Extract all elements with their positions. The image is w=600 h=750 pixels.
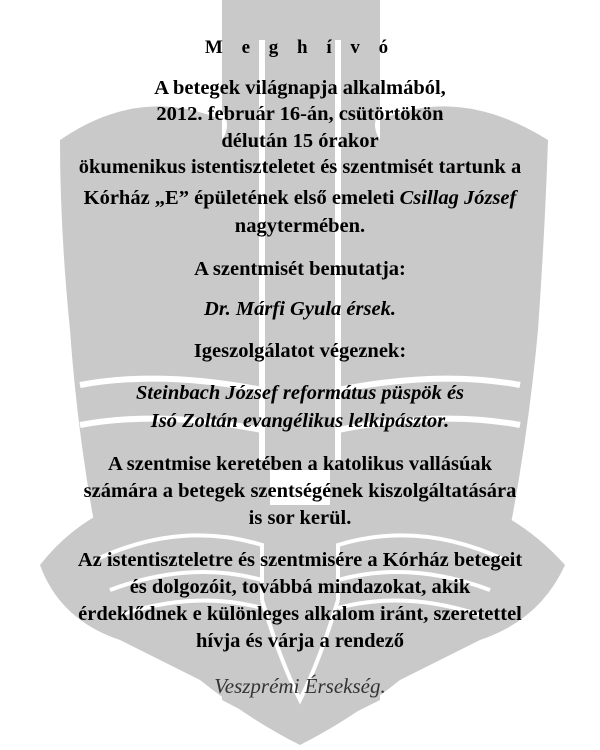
sacrament-line-1: A szentmise keretében a katolikus vallásúak <box>107 453 493 475</box>
venue-line-text: Kórház „E” épületének első emeleti <box>83 187 400 209</box>
closing-line-3: érdeklődnek e különleges alkalom iránt, szeretettel <box>78 603 522 625</box>
celebrant-heading: A szentmisét bemutatja: <box>194 258 406 280</box>
ministers-heading: Igeszolgálatot végeznek: <box>193 340 407 362</box>
intro-line-4: ökumenikus istentiszteletet és szentmisét tartunk a <box>78 156 522 178</box>
intro-line-2: 2012. február 16-án, csütörtökön <box>156 103 444 125</box>
closing-line-2: és dolgozóit, továbbá mindazokat, akik <box>129 576 471 598</box>
minister-line-2: Isó Zoltán evangélikus lelkipásztor. <box>150 410 450 432</box>
intro-line-3: délután 15 órakor <box>221 130 379 152</box>
closing-line-4: hívja és várja a rendező <box>195 630 404 652</box>
minister-line-1: Steinbach József református püspök és <box>135 382 465 404</box>
sacrament-line-2: számára a betegek szentségének kiszolgáltatására <box>83 480 517 502</box>
intro-line-1: A betegek világnapja alkalmából, <box>154 77 446 99</box>
sacrament-line-3: is sor kerül. <box>248 507 352 529</box>
closing-line-1: Az istentiszteletre és szentmisére a Kórház betegeit <box>77 549 523 571</box>
venue-line-end: nagytermében. <box>234 215 366 237</box>
venue-line <box>0 187 600 209</box>
celebrant-name: Dr. Márfi Gyula érsek. <box>204 298 396 320</box>
signature: Veszprémi Érsekség. <box>214 674 386 698</box>
invitation-title: M e g h í v ó <box>204 37 396 58</box>
venue-name: Csillag József <box>399 187 517 209</box>
